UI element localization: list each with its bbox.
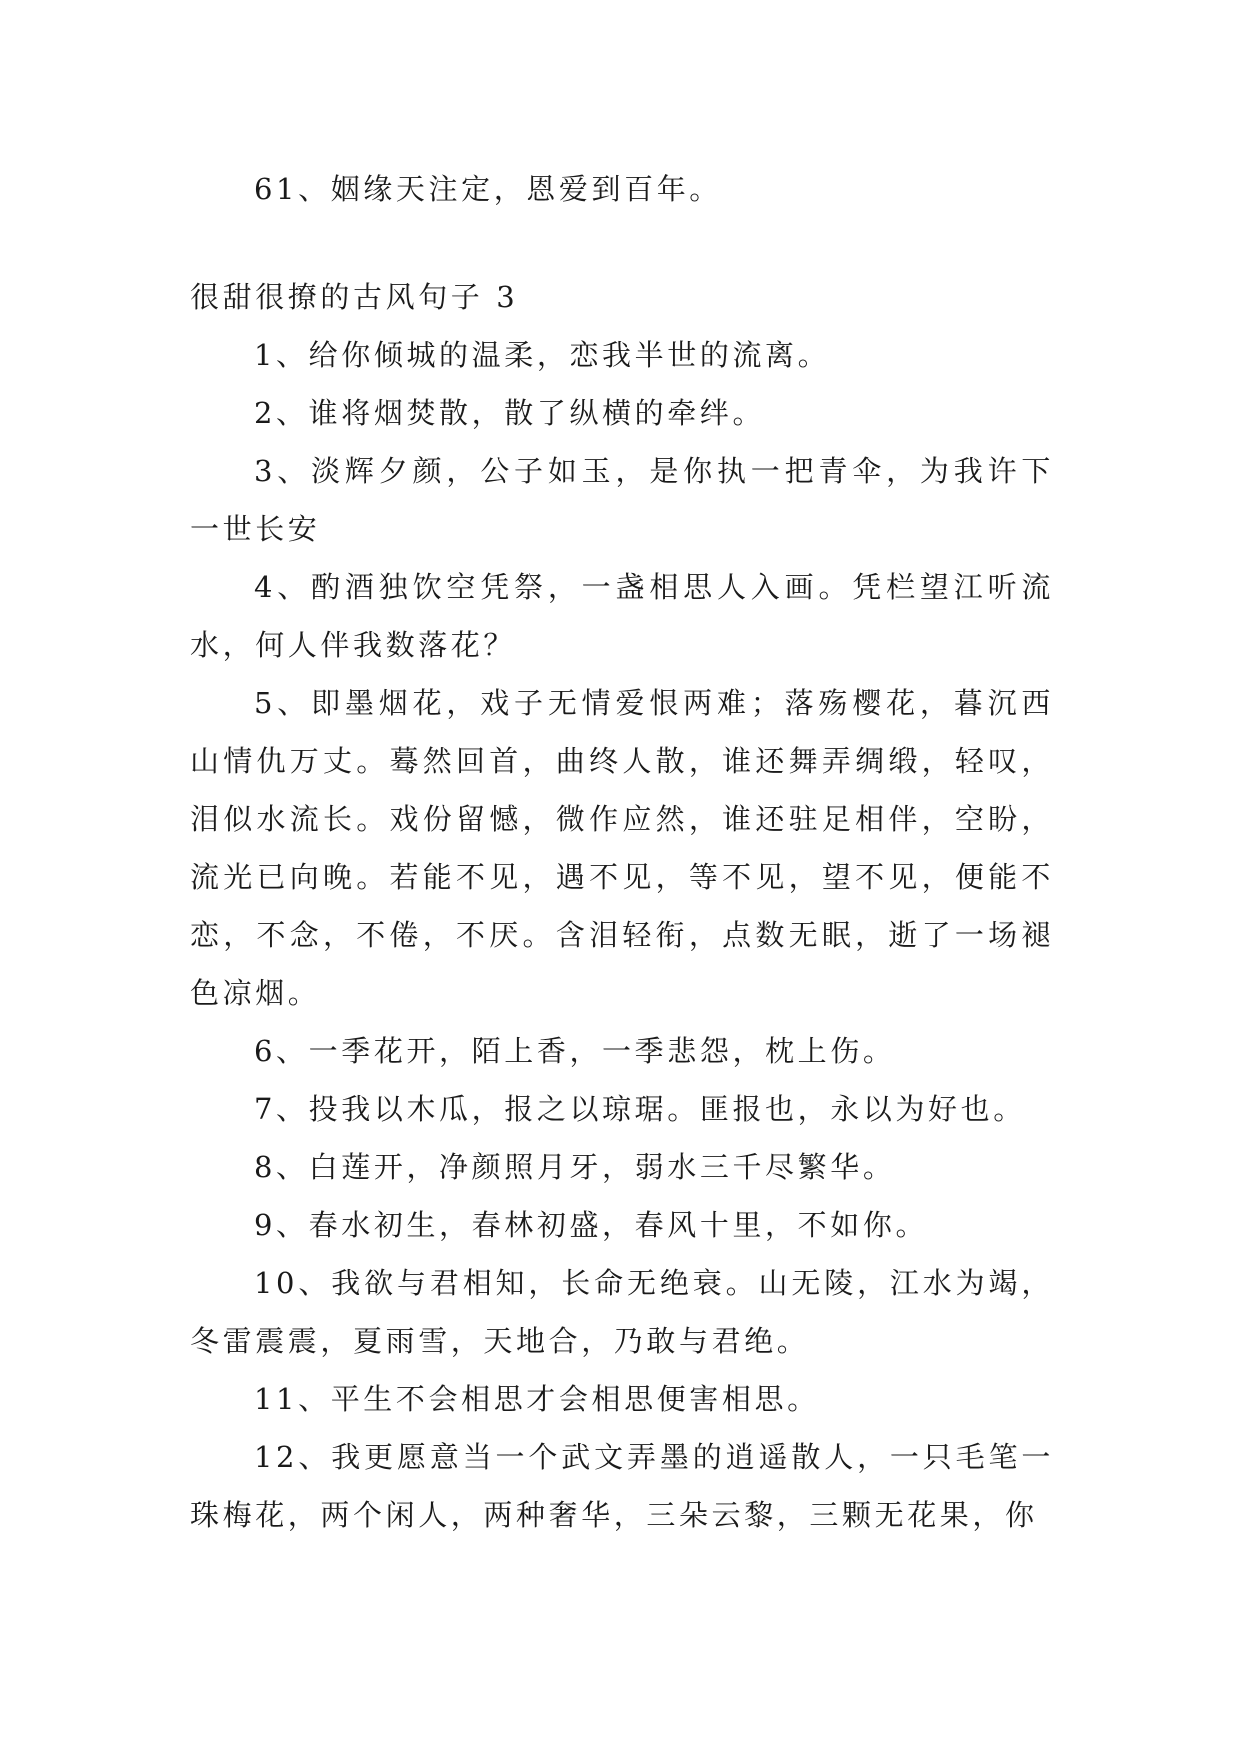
list-item: 8、白莲开，净颜照月牙，弱水三千尽繁华。 <box>254 1150 896 1184</box>
list-item: 61、姻缘天注定，恩爱到百年。 <box>254 172 722 206</box>
section-title: 很甜很撩的古风句子 3 <box>190 280 519 314</box>
list-item: 1、给你倾城的温柔，恋我半世的流离。 <box>254 338 831 372</box>
document-body <box>190 160 1054 1544</box>
list-item: 7、投我以木瓜，报之以琼琚。匪报也，永以为好也。 <box>254 1092 1026 1126</box>
list-item: 3、淡辉夕颜，公子如玉，是你执一把青伞，为我许下一世长安 <box>190 454 1054 546</box>
list-item: 2、谁将烟焚散，散了纵横的牵绊。 <box>254 396 766 430</box>
list-item: 4、酌酒独饮空凭祭，一盏相思人入画。凭栏望江听流水，何人伴我数落花？ <box>190 570 1054 662</box>
list-item: 12、我更愿意当一个武文弄墨的逍遥散人，一只毛笔一珠梅花，两个闲人，两种奢华，三朵云黎，三颗无花果，你 <box>190 1440 1054 1532</box>
list-item: 9、春水初生，春林初盛，春风十里，不如你。 <box>254 1208 929 1242</box>
list-item: 6、一季花开，陌上香，一季悲怨，枕上伤。 <box>254 1034 896 1068</box>
list-item: 10、我欲与君相知，长命无绝衰。山无陵，江水为竭，冬雷震震，夏雨雪，天地合，乃敢与君绝。 <box>190 1266 1054 1358</box>
list-item: 5、即墨烟花，戏子无情爱恨两难；落殇樱花，暮沉西山情仇万丈。蓦然回首，曲终人散，谁还舞弄绸缎，轻叹，泪似水流长。戏份留憾，微作应然，谁还驻足相伴，空盼，流光已向晚。若能不见，遇不见，等不见，望不见，便能不恋，不念，不倦，不厌。含泪轻衔，点数无眠，逝了一场褪色凉烟。 <box>190 686 1054 1010</box>
list-item: 11、平生不会相思才会相思便害相思。 <box>254 1382 820 1416</box>
